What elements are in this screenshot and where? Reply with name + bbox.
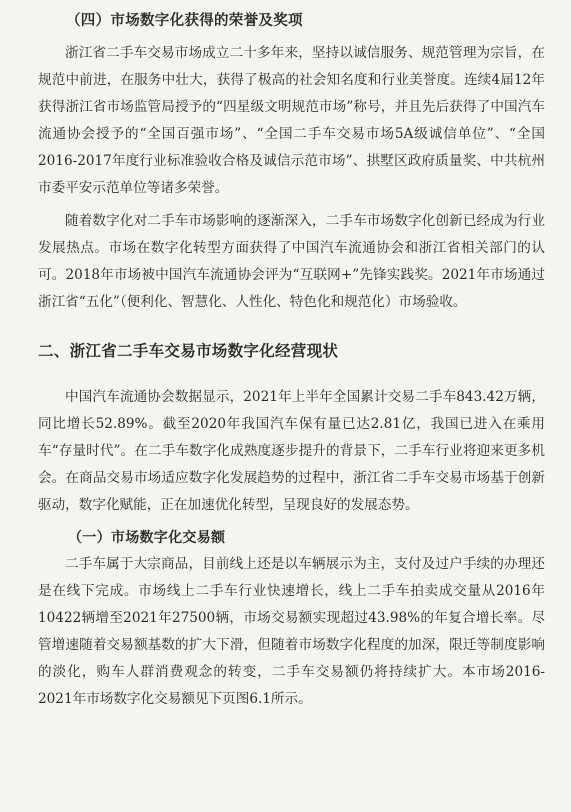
section-heading-transaction-volume: （一）市场数字化交易额	[68, 530, 226, 546]
paragraph-digital-recognition: 随着数字化对二手车市场影响的逐渐深入，二手车市场数字化创新已经成为行业发展热点。市场在数字化转型方面获得了中国汽车流通协会和浙江省相关部门的认可。2018年市场被中国汽车流通协会评为“互联网+”先锋实践奖。2021年市场通过浙江省“五化”（便利化、智慧化、人性化、特色化和规范化）市场验收。	[38, 213, 545, 310]
section-heading-digital-status: 二、浙江省二手车交易市场数字化经营现状	[38, 342, 339, 360]
paragraph-industry-data: 中国汽车流通协会数据显示，2021年上半年全国累计交易二手车843.42万辆，同比增长52.89%。截至2020年我国汽车保有量已达2.81亿，我国已进入在乘用车“存量时代”。在二手车数字化成熟度逐步提升的背景下，二手车行业将迎来更多机会。在商品交易市场适应数字化发展趋势的过程中，浙江省二手车交易市场基于创新驱动，数字化赋能，正在加速优化转型，呈现良好的发展态势。	[38, 389, 545, 513]
paragraph-honors-history: 浙江省二手车交易市场成立二十多年来，坚持以诚信服务、规范管理为宗旨，在规范中前进，在服务中壮大，获得了极高的社会知名度和行业美誉度。连续4届12年获得浙江省市场监管局授予的“四星级文明规范市场”称号，并且先后获得了中国汽车流通协会授予的“全国百强市场”、“全国二手车交易市场5A级诚信单位”、“全国2016-2017年度行业标准验收合格及诚信示范市场”、拱墅区政府质量奖、中共杭州市委平安示范单位等诸多荣誉。	[38, 45, 545, 196]
section-heading-honors: （四）市场数字化获得的荣誉及奖项	[66, 13, 303, 29]
paragraph-transaction-volume: 二手车属于大宗商品，目前线上还是以车辆展示为主，支付及过户手续的办理还是在线下完成。市场线上二手车行业快速增长，线上二手车拍卖成交量从2016年10422辆增至2021年27500辆，市场交易额实现超过43.98%的年复合增长率。尽管增速随着交易额基数的扩大下滑，但随着市场数字化程度的加深，限迁等制度影响的淡化，购车人群消费观念的转变，二手车交易额仍将持续扩大。本市场2016-2021年市场数字化交易额见下页图6.1所示。	[38, 556, 545, 707]
